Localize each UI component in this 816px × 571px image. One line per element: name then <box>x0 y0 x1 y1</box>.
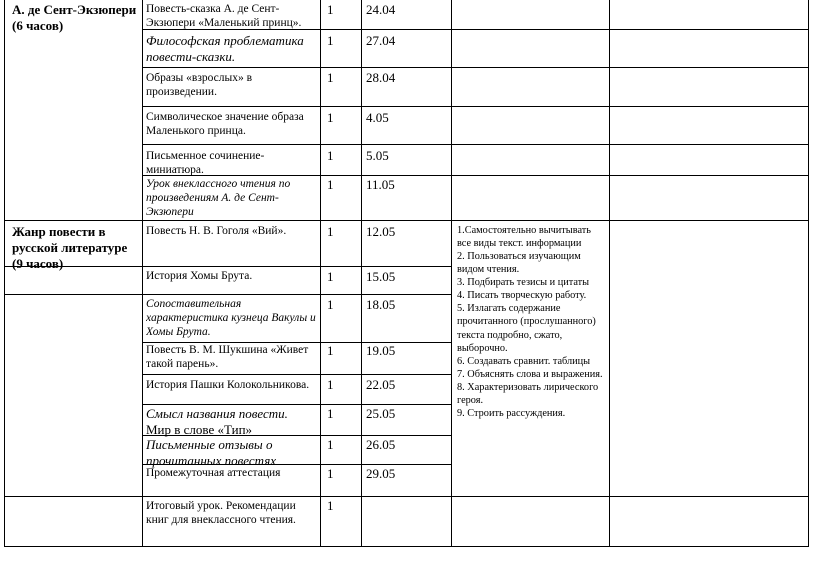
table-border <box>451 0 452 547</box>
skill-item: 9. Строить рассуждения. <box>457 407 566 419</box>
lesson-date: 18.05 <box>366 297 396 312</box>
lesson-date: 4.05 <box>366 110 389 125</box>
lesson-hours: 1 <box>327 437 334 452</box>
lesson-topic: Промежуточная аттестация <box>146 467 281 479</box>
lesson-date: 27.04 <box>366 33 396 48</box>
lesson-topic <box>146 406 316 438</box>
lesson-hours: 1 <box>327 343 334 358</box>
lesson-date: 29.05 <box>366 466 396 481</box>
table-border <box>4 294 451 295</box>
lesson-hours: 1 <box>327 2 334 17</box>
table-border <box>142 374 451 375</box>
lesson-topic: Письменное сочинение-миниатюра. <box>146 150 265 177</box>
table-border <box>4 496 809 497</box>
skill-item: 8. Характеризовать лирического героя. <box>457 381 599 406</box>
lesson-date: 24.04 <box>366 2 396 17</box>
lesson-date: 28.04 <box>366 70 396 85</box>
lesson-topic: Сопоставительная характеристика кузнеца Вакулы и Хомы Брута. <box>146 298 316 339</box>
lesson-topic: Образы «взрослых» в произведении. <box>146 72 253 99</box>
lesson-hours: 1 <box>327 70 334 85</box>
lesson-topic: Повесть Н. В. Гоголя «Вий». <box>146 225 287 237</box>
lesson-hours: 1 <box>327 466 334 481</box>
skill-item: 2. Пользоваться изучающим видом чтения. <box>457 251 581 276</box>
skills-list <box>457 224 607 420</box>
lesson-hours: 1 <box>327 498 334 513</box>
table-border <box>609 0 610 547</box>
lesson-topic-part: Смысл названия повести. <box>146 406 288 421</box>
lesson-topic: Символическое значение образа Маленького принца. <box>146 111 304 138</box>
section-title: Жанр повести в русской литературе (9 часов) <box>12 224 128 271</box>
table-border <box>142 144 809 145</box>
lesson-date: 11.05 <box>366 177 395 192</box>
lesson-hours: 1 <box>327 406 334 421</box>
lesson-hours: 1 <box>327 269 334 284</box>
skill-item: 6. Создавать сравнит. таблицы <box>457 355 591 367</box>
lesson-topic: Философская проблематика повести-сказки. <box>146 33 304 64</box>
lesson-topic: История Хомы Брута. <box>146 270 253 282</box>
lesson-date: 5.05 <box>366 148 389 163</box>
lesson-topic: Повесть В. М. Шукшина «Живет такой парень». <box>146 344 309 371</box>
lesson-hours: 1 <box>327 148 334 163</box>
lesson-date: 19.05 <box>366 343 396 358</box>
skill-item: 3. Подбирать тезисы и цитаты <box>457 277 590 289</box>
lesson-topic: Письменные отзывы о прочитанных повестях <box>146 437 277 468</box>
table-border <box>4 0 5 547</box>
lesson-date: 25.05 <box>366 406 396 421</box>
table-border <box>142 67 809 68</box>
lesson-hours: 1 <box>327 297 334 312</box>
skill-item: 5. Излагать содержание прочитанного (прослушанного) текста подробно, сжато, выборочно. <box>457 303 596 354</box>
lesson-topic-part: Мир в слове «Тип» <box>146 422 253 438</box>
lesson-date: 12.05 <box>366 224 396 239</box>
table-border <box>4 220 809 221</box>
lesson-hours: 1 <box>327 377 334 392</box>
table-border <box>142 106 809 107</box>
skill-item: 7. Объяснять слова и выражения. <box>457 368 603 380</box>
lesson-topic: Итоговый урок. Рекомендации книг для внеклассного чтения. <box>146 500 296 527</box>
lesson-date: 15.05 <box>366 269 396 284</box>
lesson-topic: Повесть-сказка А. де Сент-Экзюпери «Маленький принц». <box>146 3 302 30</box>
lesson-topic: История Пашки Колокольникова. <box>146 379 310 391</box>
lesson-hours: 1 <box>327 110 334 125</box>
section-title: А. де Сент-Экзюпери (6 часов) <box>12 2 137 33</box>
lesson-date: 26.05 <box>366 437 396 452</box>
lesson-hours: 1 <box>327 177 334 192</box>
skill-item: 1.Самостоятельно вычитывать все виды текст. информации <box>457 225 591 250</box>
lesson-hours: 1 <box>327 33 334 48</box>
lesson-hours: 1 <box>327 224 334 239</box>
table-border <box>4 546 809 547</box>
lesson-topic: Урок внеклассного чтения по произведениям А. де Сент-Экзюпери <box>146 178 291 219</box>
skill-item: 4. Писать творческую работу. <box>457 290 587 302</box>
lesson-date: 22.05 <box>366 377 396 392</box>
table-border <box>142 404 451 405</box>
table-border <box>808 0 809 547</box>
